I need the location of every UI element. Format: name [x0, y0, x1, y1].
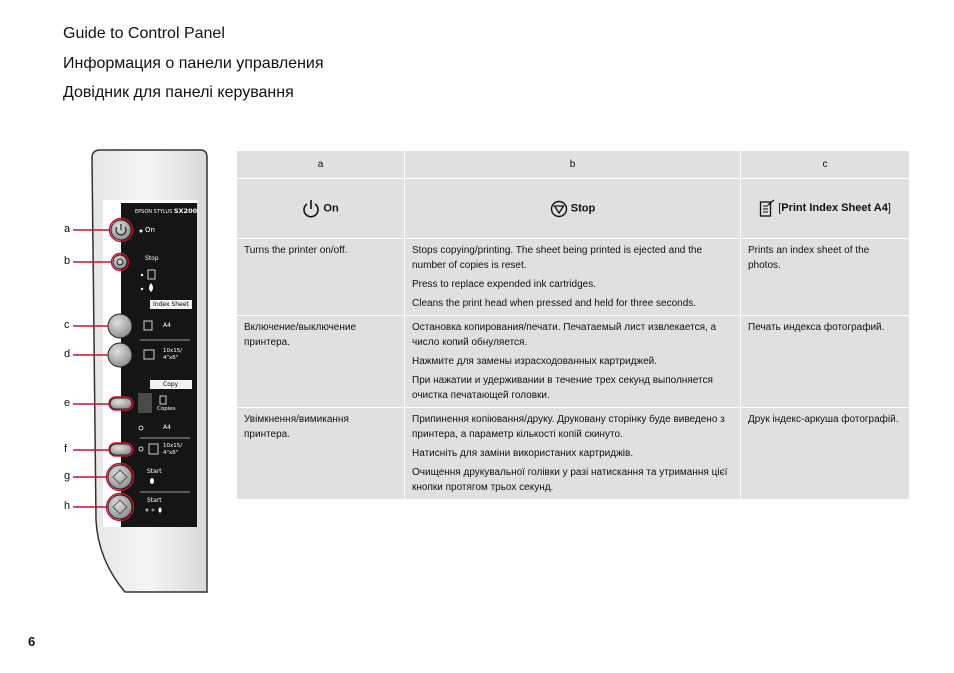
- index-bracket-close: ]: [887, 202, 891, 214]
- copies-display: [138, 393, 152, 413]
- start-color-button-drawing: [108, 465, 132, 489]
- text-uk-b-1: Припинення копіювання/друку. Друковану сторінку буде виведено з принтера, а параметр кількості копій скинуто.: [412, 414, 725, 440]
- text-ru-b-1: Остановка копирования/печати. Печатаемый лист извлекается, а число копий обнуляется.: [412, 322, 717, 348]
- panel-a4-label-2: A4: [163, 424, 171, 431]
- panel-size-label-1: 10x15/ 4"x6": [163, 348, 183, 361]
- text-ru-a: Включение/выключение принтера.: [244, 322, 357, 348]
- cell-en-c: [741, 239, 910, 316]
- text-uk-a: Увімкнення/вимикання принтера.: [244, 414, 349, 440]
- text-en-b-1: Stops copying/printing. The sheet being printed is ejected and the number of copies is reset.: [412, 245, 703, 271]
- button-function-table: [236, 150, 910, 500]
- power-icon: [302, 199, 320, 219]
- panel-size-label-2: 10x15/ 4"x6": [163, 443, 183, 456]
- face-top: [121, 203, 197, 307]
- cell-ru-c: [741, 316, 910, 408]
- callout-h: h: [64, 500, 71, 512]
- cell-uk-c: [741, 408, 910, 500]
- panel-start-label-1: Start: [147, 468, 162, 475]
- header-b: b: [405, 151, 741, 179]
- table-header-row: [237, 151, 910, 179]
- cell-ru-b: [405, 316, 741, 408]
- text-ru-c: Печать индекса фотографий.: [748, 322, 885, 333]
- copies-button-drawing: [110, 398, 132, 409]
- callout-c: c: [64, 319, 70, 331]
- panel-a4-label-1: A4: [163, 322, 171, 329]
- text-ru-b-3: При нажатии и удерживании в течение трех секунд выполняется очистка печатающей головки.: [412, 375, 713, 401]
- cell-en-b: [405, 239, 741, 316]
- text-en-a: Turns the printer on/off.: [244, 245, 348, 256]
- text-en-c: Prints an index sheet of the photos.: [748, 245, 870, 271]
- table-row-uk: [237, 408, 910, 500]
- index-a4-button-drawing: [108, 314, 132, 338]
- index-bracket-open: [: [778, 202, 782, 214]
- panel-copies-label: Copies: [157, 406, 176, 412]
- start-bw-button-drawing: [108, 495, 132, 519]
- cell-ru-a: [237, 316, 405, 408]
- callout-g: g: [64, 470, 71, 482]
- title-ru: Информация о панели управления: [63, 55, 324, 72]
- stop-cell: [405, 179, 741, 239]
- text-ru-b-2: Нажмите для замены израсходованных картриджей.: [412, 356, 658, 367]
- cell-uk-a: [237, 408, 405, 500]
- text-uk-b-3: Очищення друкувальної голівки у разі натискання та утримання цієї кнопки протягом трьох секунд.: [412, 467, 728, 493]
- text-uk-b-2: Натисніть для заміни використаних картриджів.: [412, 448, 634, 459]
- on-button-name: On: [323, 202, 339, 214]
- paper-button-drawing: [110, 444, 132, 455]
- panel-on-label: On: [145, 226, 155, 234]
- text-en-b-2: Press to replace expended ink cartridges.: [412, 279, 596, 290]
- text-en-b-3: Cleans the print head when pressed and held for three seconds.: [412, 298, 697, 309]
- panel-copy-label: Copy: [163, 381, 179, 388]
- text-uk-c: Друк індекс-аркуша фотографій.: [748, 414, 899, 425]
- cell-uk-b: [405, 408, 741, 500]
- header-a: a: [237, 151, 405, 179]
- title-en: Guide to Control Panel: [63, 25, 225, 42]
- table-row-ru: [237, 316, 910, 408]
- index-button-name: Print Index Sheet A4: [781, 202, 888, 214]
- callout-b: b: [64, 255, 71, 267]
- index-10x15-button-drawing: [108, 343, 132, 367]
- title-uk: Довідник для панелі керування: [63, 84, 294, 101]
- panel-index-sheet-label: Index Sheet: [153, 301, 189, 308]
- panel-stop-label: Stop: [145, 255, 159, 262]
- page-number: 6: [28, 634, 36, 649]
- table-icon-row: [237, 179, 910, 239]
- index-sheet-icon: [759, 199, 775, 218]
- callout-a: a: [64, 223, 71, 235]
- table-row-en: [237, 239, 910, 316]
- face-middle: [121, 307, 197, 374]
- stop-icon: [550, 200, 568, 218]
- callout-d: d: [64, 348, 71, 360]
- header-c: c: [741, 151, 910, 179]
- cell-en-a: [237, 239, 405, 316]
- on-cell: [237, 179, 405, 239]
- stop-button-drawing: [113, 255, 127, 269]
- panel-start-label-2: Start: [147, 497, 162, 504]
- panel-brand: EPSON STYLUS SX200: [135, 207, 198, 215]
- callout-e: e: [64, 397, 71, 409]
- stop-button-name: Stop: [570, 202, 596, 214]
- callout-f: f: [64, 443, 68, 455]
- index-cell: [741, 179, 910, 239]
